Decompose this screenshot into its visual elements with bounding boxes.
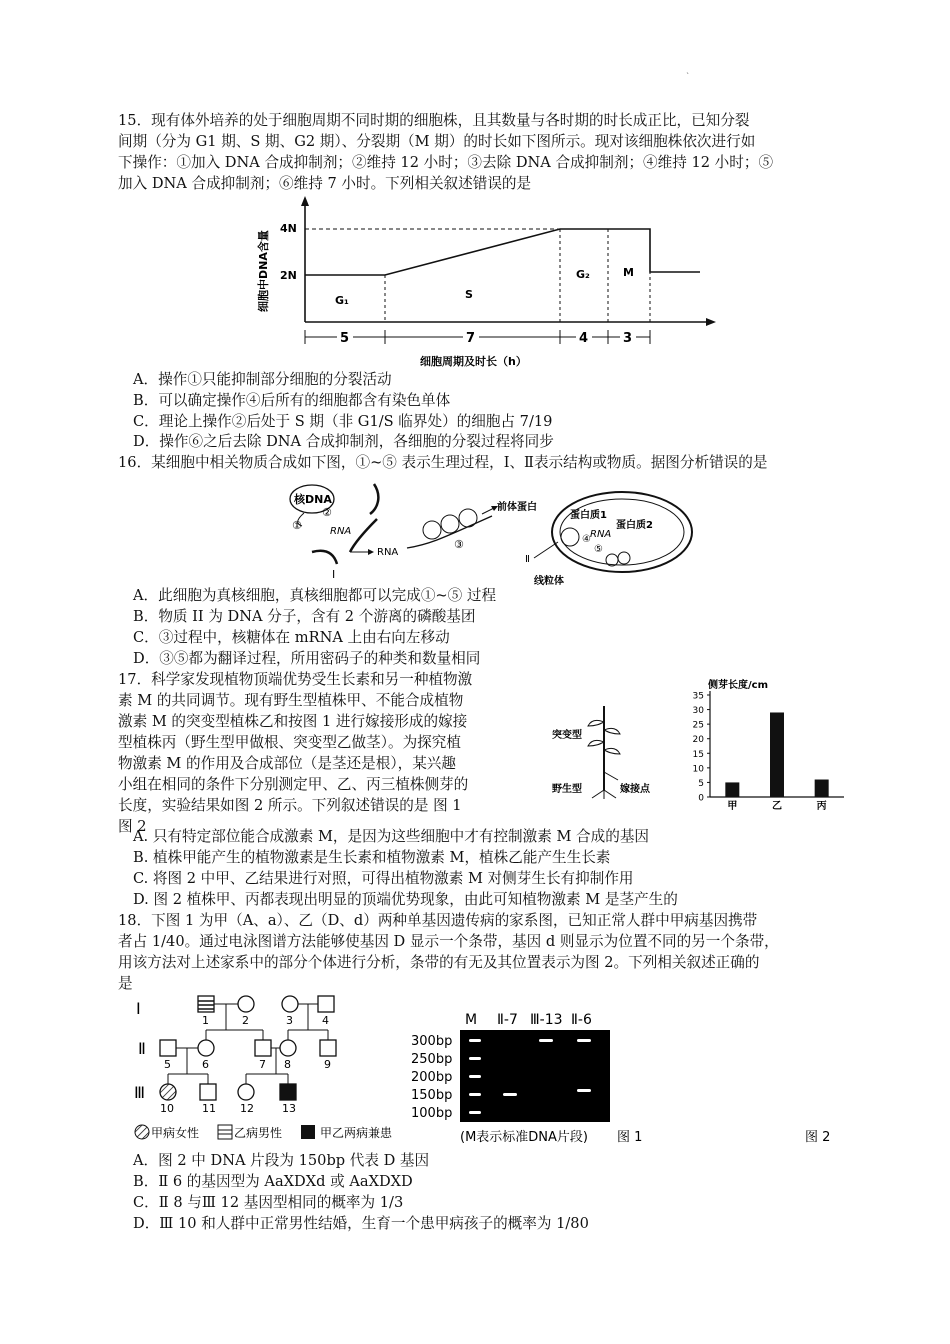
q16-option-d: D．③⑤都为翻译过程，所用密码子的种类和数量相同 xyxy=(133,650,481,667)
gen-i: Ⅰ xyxy=(136,999,141,1018)
phase-g2: G₂ xyxy=(576,268,590,281)
duration-s: 7 xyxy=(466,331,476,346)
q18-option-b: B．Ⅱ 6 的基因型为 AaXDXd 或 AaXDXD xyxy=(133,1173,413,1190)
protein-1-label: 蛋白质1 xyxy=(570,510,607,521)
lane-m: M xyxy=(465,1012,478,1028)
id-4: 4 xyxy=(322,1014,329,1027)
gen-iii: Ⅲ xyxy=(134,1083,146,1102)
process-2: ② xyxy=(322,506,332,519)
q18-line-2: 者占 1/40。通过电泳图谱方法能够使基因 D 显示一个条带，基因 d 则显示为位置不同的另一个条带， xyxy=(118,933,779,950)
lateral-bud-bar-chart xyxy=(672,676,852,816)
duration-g1: 5 xyxy=(340,331,350,346)
lane-iii-13: Ⅲ-13 xyxy=(530,1012,563,1028)
id-1: 1 xyxy=(202,1014,209,1027)
tick-4n: 4N xyxy=(280,222,297,235)
rna-label-1: RNA xyxy=(330,526,352,537)
duration-m: 3 xyxy=(623,331,633,346)
q16-option-c: C．③过程中，核糖体在 mRNA 上由右向左移动 xyxy=(133,629,450,646)
q15-option-d: D．操作⑥之后去除 DNA 合成抑制剂，各细胞的分裂过程将同步 xyxy=(133,433,554,450)
grafting-figure xyxy=(548,700,668,800)
legend-both-diseases: 甲乙两病兼患 xyxy=(320,1126,393,1140)
legend-disease-a-female: 甲病女性 xyxy=(151,1126,200,1140)
q15-option-c: C．理论上操作②后处于 S 期（非 G1/S 临界处）的细胞占 7/19 xyxy=(133,413,553,430)
id-12: 12 xyxy=(240,1102,254,1115)
phase-s: S xyxy=(465,288,473,301)
q17-line-2: 素 M 的共同调节。现有野生型植株甲、不能合成植物 xyxy=(118,692,464,709)
chart-y-tick-label: 30 xyxy=(692,706,704,717)
chart-category-label: 甲 xyxy=(727,801,738,812)
id-13: 13 xyxy=(282,1102,296,1115)
id-11: 11 xyxy=(202,1102,216,1115)
legend-disease-b-male: 乙病男性 xyxy=(234,1126,283,1140)
phase-m: M xyxy=(623,266,634,279)
id-2: 2 xyxy=(242,1014,249,1027)
chart-y-tick-label: 10 xyxy=(692,764,704,775)
graft-point-label: 嫁接点 xyxy=(620,784,650,795)
size-100: 100bp xyxy=(411,1106,453,1121)
chart-category-label: 丙 xyxy=(816,801,827,812)
duration-g2: 4 xyxy=(579,331,589,346)
pedigree-figure xyxy=(128,990,428,1145)
id-8: 8 xyxy=(284,1058,291,1071)
chart-y-tick-label: 35 xyxy=(692,691,704,702)
structure-ii-label: Ⅱ xyxy=(525,554,530,565)
structure-i-label: Ⅰ xyxy=(332,568,336,581)
q17-option-b: B. 植株甲能产生的植物激素是生长素和植物激素 M，植株乙能产生生长素 xyxy=(133,849,611,866)
chart-y-tick-label: 0 xyxy=(698,793,704,804)
page-mark: ˋ xyxy=(686,72,690,81)
chart-y-tick-label: 5 xyxy=(698,778,704,789)
q17-line-7: 长度，实验结果如图 2 所示。下列叙述错误的是 图 1 xyxy=(118,797,462,814)
lane-ii-7: Ⅱ-7 xyxy=(497,1012,518,1028)
q18-option-c: C．Ⅱ 8 与Ⅲ 12 基因型相同的概率为 1/3 xyxy=(133,1194,404,1211)
chart-bar xyxy=(815,780,829,797)
protein-2-label: 蛋白质2 xyxy=(616,520,653,531)
size-250: 250bp xyxy=(411,1052,453,1067)
q18-line-3: 用该方法对上述家系中的部分个体进行分析，条带的有无及其位置表示为图 2。下列相关叙述正确的 xyxy=(118,954,760,971)
cell-cycle-dna-figure xyxy=(250,192,720,372)
rna-label-3: RNA xyxy=(590,529,612,540)
chart-category-label: 乙 xyxy=(772,801,782,812)
q18-option-a: A．图 2 中 DNA 片段为 150bp 代表 D 基因 xyxy=(133,1152,430,1169)
dna-content-axis-label: 细胞中DNA含量 xyxy=(257,230,270,312)
chart-y-tick-label: 20 xyxy=(692,735,704,746)
q18-line-4: 是 xyxy=(118,975,133,992)
q17-option-a: A. 只有特定部位能合成激素 M，是因为这些细胞中才有控制激素 M 合成的基因 xyxy=(133,828,650,845)
q16-option-b: B．物质 II 为 DNA 分子，含有 2 个游离的磷酸基团 xyxy=(133,608,476,625)
id-9: 9 xyxy=(324,1058,331,1071)
size-150: 150bp xyxy=(411,1088,453,1103)
q15-line-1: 15．现有体外培养的处于细胞周期不同时期的细胞株，且其数量与各时期的时长成正比，已知分裂 xyxy=(118,112,750,129)
lane-ii-6: Ⅱ-6 xyxy=(571,1012,592,1028)
q18-option-d: D．Ⅲ 10 和人群中正常男性结婚，生育一个患甲病孩子的概率为 1/80 xyxy=(133,1215,589,1232)
nucleus-dna-label: 核DNA xyxy=(294,493,332,506)
q16-option-a: A．此细胞为真核细胞，真核细胞都可以完成①~⑤ 过程 xyxy=(133,587,497,604)
q15-line-4: 加入 DNA 合成抑制剂；⑥维持 7 小时。下列相关叙述错误的是 xyxy=(118,175,532,192)
figure-1-label: 图 1 xyxy=(617,1130,643,1145)
q17-line-6: 小组在相同的条件下分别测定甲、乙、丙三植株侧芽的 xyxy=(118,776,469,793)
q17-option-c: C. 将图 2 中甲、乙结果进行对照，可得出植物激素 M 对侧芽生长有抑制作用 xyxy=(133,870,634,887)
chart-ylabel: 侧芽长度/cm xyxy=(708,680,768,691)
chart-bar xyxy=(770,712,784,797)
q17-option-d: D. 图 2 植株甲、丙都表现出明显的顶端优势现象，由此可知植物激素 M 是茎产生的 xyxy=(133,891,678,908)
tick-2n: 2N xyxy=(280,269,297,282)
chart-y-tick-label: 25 xyxy=(692,720,704,731)
chart-bar xyxy=(725,782,739,797)
q18-line-1: 18．下图 1 为甲（A、a）、乙（D、d）两种单基因遗传病的家系图，已知正常人群中甲病基因携带 xyxy=(118,912,758,929)
rna-label-2: RNA xyxy=(377,547,399,558)
id-3: 3 xyxy=(286,1014,293,1027)
mitochondrion-label: 线粒体 xyxy=(534,576,564,586)
q15-option-a: A．操作①只能抑制部分细胞的分裂活动 xyxy=(133,371,392,388)
size-200: 200bp xyxy=(411,1070,453,1085)
id-7: 7 xyxy=(259,1058,266,1071)
phase-g1: G₁ xyxy=(335,294,349,307)
q17-line-1: 17．科学家发现植物顶端优势受生长素和另一种植物激 xyxy=(118,671,473,688)
electrophoresis-figure xyxy=(405,1008,835,1150)
protein-synthesis-figure xyxy=(282,474,702,586)
gel-note: (M表示标准DNA片段) xyxy=(460,1130,588,1145)
q17-line-8: 图 2 xyxy=(118,818,147,835)
size-300: 300bp xyxy=(411,1034,453,1049)
process-1: ① xyxy=(292,519,302,532)
q15-line-3: 下操作：①加入 DNA 合成抑制剂；②维持 12 小时；③去除 DNA 合成抑制剂；④维持 12 小时；⑤ xyxy=(118,154,774,171)
figure-2-label: 图 2 xyxy=(805,1130,831,1145)
id-6: 6 xyxy=(202,1058,209,1071)
q17-line-5: 物激素 M 的作用及合成部位（是茎还是根），某兴趣 xyxy=(118,755,456,772)
q15-line-2: 间期（分为 G1 期、S 期、G2 期）、分裂期（M 期）的时长如下图所示。现对该细胞株依次进行如 xyxy=(118,133,756,150)
q17-line-3: 激素 M 的突变型植株乙和按图 1 进行嫁接形成的嫁接 xyxy=(118,713,468,730)
mutant-label: 突变型 xyxy=(552,730,582,741)
process-3: ③ xyxy=(454,538,464,551)
wild-type-label: 野生型 xyxy=(552,784,582,795)
q17-line-4: 型植株丙（野生型甲做根、突变型乙做茎）。为探究植 xyxy=(118,734,461,751)
q16-line-1: 16．某细胞中相关物质合成如下图，①~⑤ 表示生理过程，Ⅰ、Ⅱ表示结构或物质。据图分析错误的是 xyxy=(118,454,768,471)
q15-option-b: B．可以确定操作④后所有的细胞都含有染色单体 xyxy=(133,392,451,409)
chart-y-tick-label: 15 xyxy=(692,749,704,760)
id-5: 5 xyxy=(164,1058,171,1071)
precursor-protein-label: 前体蛋白 xyxy=(497,502,537,513)
id-10: 10 xyxy=(160,1102,174,1115)
time-axis-label: 细胞周期及时长（h） xyxy=(420,355,527,368)
gen-ii: Ⅱ xyxy=(138,1039,146,1058)
process-4: ④ xyxy=(582,534,591,545)
process-5: ⑤ xyxy=(594,544,603,555)
